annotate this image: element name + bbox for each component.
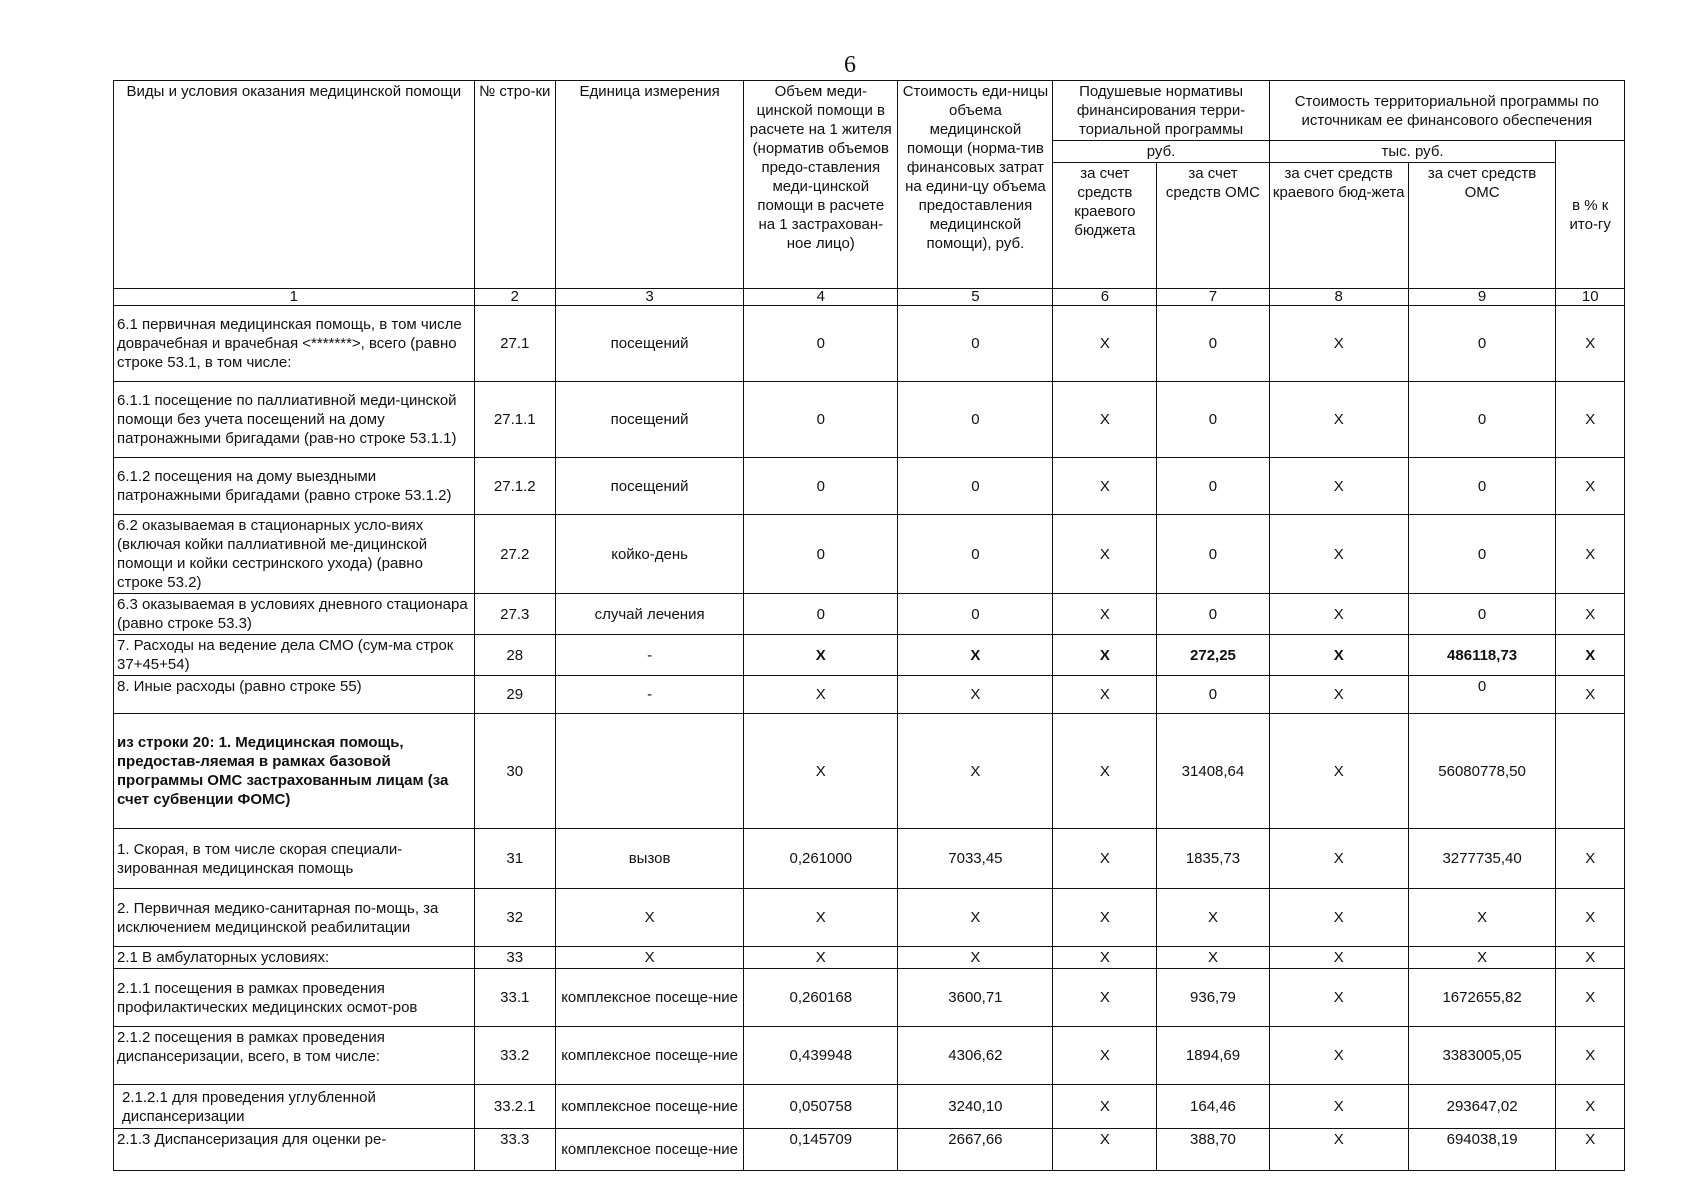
- header-volume: [744, 81, 898, 289]
- table-row: [114, 515, 1625, 594]
- table-row: [114, 969, 1625, 1027]
- row-regional-budget: X: [1053, 306, 1157, 382]
- program-cost-table: [113, 80, 1625, 1171]
- row-number: 27.1.2: [474, 458, 555, 515]
- row-volume: 0,261000: [744, 829, 898, 889]
- row-cost-regional-budget: X: [1269, 594, 1408, 635]
- row-number: 30: [474, 714, 555, 829]
- page-number: 6: [844, 52, 856, 78]
- header-row-number: № стро-ки: [474, 81, 555, 289]
- header-program-cost-unit: тыс. руб.: [1269, 141, 1556, 163]
- row-regional-budget: X: [1053, 594, 1157, 635]
- row-regional-budget: X: [1053, 1085, 1157, 1129]
- row-volume: 0,439948: [744, 1027, 898, 1085]
- row-oms: 0: [1157, 458, 1269, 515]
- table-row: [114, 594, 1625, 635]
- header-volume-text: Объем меди-цинской помощи в расчете на 1 жителя (норматив объемов предо-ставления меди-цинской помощи в расчете на 1 застрахован-ное лицо): [749, 83, 892, 252]
- column-number: 6: [1053, 289, 1157, 306]
- row-percent: X: [1556, 306, 1625, 382]
- row-unit-cost: X: [898, 947, 1053, 969]
- column-number: 8: [1269, 289, 1408, 306]
- row-description: 2.1.3 Диспансеризация для оценки ре-: [114, 1129, 475, 1171]
- row-oms: X: [1157, 947, 1269, 969]
- row-oms: 0: [1157, 306, 1269, 382]
- row-cost-oms: 0: [1408, 382, 1556, 458]
- row-unit: [555, 714, 743, 829]
- row-unit-cost: 4306,62: [898, 1027, 1053, 1085]
- header-regional-budget: за счет средств краевого бюджета: [1053, 163, 1157, 289]
- row-description: 6.2 оказываемая в стационарных усло-виях (включая койки паллиативной ме-дицинской помощи и койки сестринского ухода) (равно строке 53.2): [114, 515, 475, 594]
- row-unit-cost: 0: [898, 594, 1053, 635]
- row-cost-oms: 1672655,82: [1408, 969, 1556, 1027]
- row-oms: 1835,73: [1157, 829, 1269, 889]
- row-cost-oms: 293647,02: [1408, 1085, 1556, 1129]
- row-percent: X: [1556, 1027, 1625, 1085]
- row-cost-regional-budget: X: [1269, 1027, 1408, 1085]
- row-regional-budget: X: [1053, 1129, 1157, 1171]
- row-oms: 1894,69: [1157, 1027, 1269, 1085]
- row-volume: X: [744, 947, 898, 969]
- row-percent: X: [1556, 382, 1625, 458]
- row-cost-regional-budget: X: [1269, 306, 1408, 382]
- row-volume: X: [744, 889, 898, 947]
- column-number: 1: [114, 289, 475, 306]
- header-cost-oms: за счет средств ОМС: [1408, 163, 1556, 289]
- row-percent: X: [1556, 1085, 1625, 1129]
- header-kind-of-care: Виды и условия оказания медицинской помощи: [114, 81, 475, 289]
- row-cost-regional-budget: X: [1269, 676, 1408, 714]
- table-row: [114, 714, 1625, 829]
- row-oms: 0: [1157, 515, 1269, 594]
- row-cost-regional-budget: X: [1269, 969, 1408, 1027]
- row-unit: X: [555, 947, 743, 969]
- row-cost-oms: 486118,73: [1408, 635, 1556, 676]
- column-number: 4: [744, 289, 898, 306]
- row-unit: случай лечения: [555, 594, 743, 635]
- row-percent: X: [1556, 829, 1625, 889]
- row-description: из строки 20: 1. Медицинская помощь, предостав-ляемая в рамках базовой программы ОМС застрахованным лицам (за счет субвенции ФОМС): [114, 714, 475, 829]
- row-cost-regional-budget: X: [1269, 1129, 1408, 1171]
- row-number: 33.1: [474, 969, 555, 1027]
- row-regional-budget: X: [1053, 458, 1157, 515]
- row-cost-regional-budget: X: [1269, 515, 1408, 594]
- table-row: [114, 676, 1625, 714]
- row-cost-oms: 3277735,40: [1408, 829, 1556, 889]
- row-unit-cost: 3600,71: [898, 969, 1053, 1027]
- row-percent: X: [1556, 1129, 1625, 1171]
- row-description: 2.1.2.1 для проведения углубленной диспансеризации: [114, 1085, 475, 1129]
- row-cost-regional-budget: X: [1269, 635, 1408, 676]
- row-cost-oms: 0: [1408, 594, 1556, 635]
- row-volume: X: [744, 635, 898, 676]
- table-row: [114, 947, 1625, 969]
- column-number: 7: [1157, 289, 1269, 306]
- header-percent-of-total: в % к ито-гу: [1556, 141, 1625, 289]
- table-row: [114, 1085, 1625, 1129]
- row-percent: X: [1556, 676, 1625, 714]
- row-percent: X: [1556, 594, 1625, 635]
- row-cost-oms: 0: [1408, 676, 1556, 714]
- row-percent: X: [1556, 889, 1625, 947]
- table-row: [114, 1027, 1625, 1085]
- row-regional-budget: X: [1053, 515, 1157, 594]
- row-regional-budget: X: [1053, 635, 1157, 676]
- row-description: 2. Первичная медико-санитарная по-мощь, за исключением медицинской реабилитации: [114, 889, 475, 947]
- row-number: 27.3: [474, 594, 555, 635]
- row-unit: -: [555, 676, 743, 714]
- row-cost-oms: X: [1408, 889, 1556, 947]
- row-volume: 0: [744, 382, 898, 458]
- row-volume: X: [744, 676, 898, 714]
- row-regional-budget: X: [1053, 714, 1157, 829]
- row-percent: X: [1556, 947, 1625, 969]
- row-volume: 0: [744, 594, 898, 635]
- row-regional-budget: X: [1053, 969, 1157, 1027]
- row-number: 31: [474, 829, 555, 889]
- row-oms: 388,70: [1157, 1129, 1269, 1171]
- row-percent: X: [1556, 969, 1625, 1027]
- header-per-capita-unit: руб.: [1053, 141, 1269, 163]
- row-unit: посещений: [555, 382, 743, 458]
- row-description: 2.1.2 посещения в рамках проведения диспансеризации, всего, в том числе:: [114, 1027, 475, 1085]
- row-unit-cost: 0: [898, 306, 1053, 382]
- row-unit-cost: X: [898, 714, 1053, 829]
- row-unit-cost: 0: [898, 515, 1053, 594]
- row-description: 6.1 первичная медицинская помощь, в том числе доврачебная и врачебная <*******>, всего (равно строке 53.1, в том числе:: [114, 306, 475, 382]
- row-cost-oms: 694038,19: [1408, 1129, 1556, 1171]
- row-volume: X: [744, 714, 898, 829]
- table-row: [114, 635, 1625, 676]
- row-description: 1. Скорая, в том числе скорая специали-зированная медицинская помощь: [114, 829, 475, 889]
- row-cost-oms: 56080778,50: [1408, 714, 1556, 829]
- row-cost-regional-budget: X: [1269, 714, 1408, 829]
- row-oms: X: [1157, 889, 1269, 947]
- row-oms: 0: [1157, 594, 1269, 635]
- header-unit: Единица измерения: [555, 81, 743, 289]
- row-volume: 0: [744, 458, 898, 515]
- column-number: 9: [1408, 289, 1556, 306]
- row-cost-regional-budget: X: [1269, 1085, 1408, 1129]
- row-cost-regional-budget: X: [1269, 382, 1408, 458]
- row-unit: посещений: [555, 458, 743, 515]
- row-cost-oms: 3383005,05: [1408, 1027, 1556, 1085]
- row-unit-cost: X: [898, 635, 1053, 676]
- row-number: 33.3: [474, 1129, 555, 1171]
- row-number: 27.1.1: [474, 382, 555, 458]
- table-row: [114, 829, 1625, 889]
- row-regional-budget: X: [1053, 382, 1157, 458]
- row-unit: комплексное посеще-ние: [555, 1085, 743, 1129]
- row-oms: 0: [1157, 382, 1269, 458]
- row-unit: комплексное посеще-ние: [555, 969, 743, 1027]
- header-oms: за счет средств ОМС: [1157, 163, 1269, 289]
- row-cost-oms: X: [1408, 947, 1556, 969]
- row-cost-oms: 0: [1408, 306, 1556, 382]
- row-unit: посещений: [555, 306, 743, 382]
- row-volume: 0,050758: [744, 1085, 898, 1129]
- row-percent: [1556, 714, 1625, 829]
- row-cost-oms: 0: [1408, 458, 1556, 515]
- row-unit: койко-день: [555, 515, 743, 594]
- row-unit-cost: 2667,66: [898, 1129, 1053, 1171]
- table-row: [114, 306, 1625, 382]
- row-number: 33: [474, 947, 555, 969]
- row-number: 27.2: [474, 515, 555, 594]
- row-volume: 0: [744, 515, 898, 594]
- row-regional-budget: X: [1053, 889, 1157, 947]
- row-percent: X: [1556, 635, 1625, 676]
- row-number: 29: [474, 676, 555, 714]
- row-unit-cost: 7033,45: [898, 829, 1053, 889]
- column-number: 10: [1556, 289, 1625, 306]
- header-unit-cost: Стоимость еди-ницы объема медицинской помощи (норма-тив финансовых затрат на едини-цу объема предоставления медицинской помощи), руб.: [898, 81, 1053, 289]
- table-row: [114, 382, 1625, 458]
- row-unit-cost: X: [898, 889, 1053, 947]
- row-regional-budget: X: [1053, 676, 1157, 714]
- table-row: [114, 889, 1625, 947]
- row-unit-cost: 0: [898, 458, 1053, 515]
- row-unit: вызов: [555, 829, 743, 889]
- column-number-row: [114, 289, 1625, 306]
- row-unit: -: [555, 635, 743, 676]
- row-oms: 272,25: [1157, 635, 1269, 676]
- row-cost-oms: 0: [1408, 515, 1556, 594]
- row-description: 6.3 оказываемая в условиях дневного стационара (равно строке 53.3): [114, 594, 475, 635]
- column-number: 5: [898, 289, 1053, 306]
- column-number: 3: [555, 289, 743, 306]
- row-unit: X: [555, 889, 743, 947]
- row-number: 27.1: [474, 306, 555, 382]
- row-number: 28: [474, 635, 555, 676]
- row-description: 8. Иные расходы (равно строке 55): [114, 676, 475, 714]
- row-volume: 0,145709: [744, 1129, 898, 1171]
- table-row: [114, 1129, 1625, 1171]
- column-number: 2: [474, 289, 555, 306]
- row-volume: 0: [744, 306, 898, 382]
- row-unit: комплексное посеще-ние: [555, 1129, 743, 1171]
- row-regional-budget: X: [1053, 829, 1157, 889]
- row-unit-cost: X: [898, 676, 1053, 714]
- row-description: 2.1 В амбулаторных условиях:: [114, 947, 475, 969]
- row-cost-regional-budget: X: [1269, 829, 1408, 889]
- header-per-capita-norms: Подушевые нормативы финансирования терри-ториальной программы: [1053, 81, 1269, 141]
- row-oms: 936,79: [1157, 969, 1269, 1027]
- row-unit: комплексное посеще-ние: [555, 1027, 743, 1085]
- row-number: 33.2.1: [474, 1085, 555, 1129]
- row-unit-cost: 0: [898, 382, 1053, 458]
- row-oms: 31408,64: [1157, 714, 1269, 829]
- header-cost-regional-budget: за счет средств краевого бюд-жета: [1269, 163, 1408, 289]
- row-cost-regional-budget: X: [1269, 947, 1408, 969]
- row-oms: 164,46: [1157, 1085, 1269, 1129]
- row-description: 2.1.1 посещения в рамках проведения профилактических медицинских осмот-ров: [114, 969, 475, 1027]
- row-unit-cost: 3240,10: [898, 1085, 1053, 1129]
- row-percent: X: [1556, 515, 1625, 594]
- row-regional-budget: X: [1053, 1027, 1157, 1085]
- row-description: 6.1.2 посещения на дому выездными патронажными бригадами (равно строке 53.1.2): [114, 458, 475, 515]
- row-percent: X: [1556, 458, 1625, 515]
- row-cost-regional-budget: X: [1269, 889, 1408, 947]
- row-regional-budget: X: [1053, 947, 1157, 969]
- header-program-cost: Стоимость территориальной программы по источникам ее финансового обеспечения: [1269, 81, 1624, 141]
- row-number: 32: [474, 889, 555, 947]
- row-description: 7. Расходы на ведение дела СМО (сум-ма строк 37+45+54): [114, 635, 475, 676]
- row-volume: 0,260168: [744, 969, 898, 1027]
- row-number: 33.2: [474, 1027, 555, 1085]
- row-cost-regional-budget: X: [1269, 458, 1408, 515]
- row-description: 6.1.1 посещение по паллиативной меди-цинской помощи без учета посещений на дому патронажными бригадами (рав-но строке 53.1.1): [114, 382, 475, 458]
- row-oms: 0: [1157, 676, 1269, 714]
- table-row: [114, 458, 1625, 515]
